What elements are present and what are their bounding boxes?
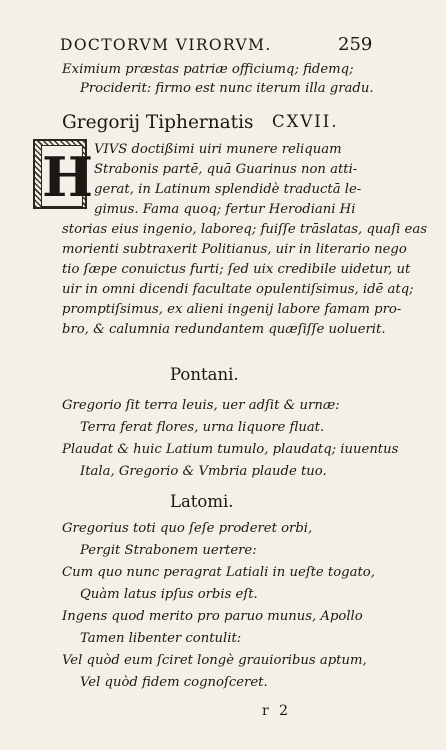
pontani-heading: Pontani. bbox=[170, 365, 239, 384]
prose-line-3: gerat, in Latinum splendidè traductā le- bbox=[94, 182, 362, 197]
pontani-line-2: Terra ferat flores, urna liquore fluat. bbox=[80, 420, 325, 435]
decorated-initial bbox=[33, 139, 94, 209]
pontani-line-4: Itala, Gregorio & Vmbria plaude tuo. bbox=[80, 464, 327, 479]
prose-line-4: gimus. Fama quoq; fertur Herodiani Hi bbox=[94, 202, 356, 217]
prev-line-1: Eximium præstas patriæ officiumq; fidemq; bbox=[62, 62, 354, 77]
latomi-line-6: Tamen libenter contulit: bbox=[80, 631, 242, 646]
section-number: CXVII. bbox=[272, 112, 339, 131]
initial-letter: H bbox=[42, 145, 94, 209]
latomi-heading: Latomi. bbox=[170, 492, 234, 511]
signature-mark: r 2 bbox=[262, 703, 292, 719]
prose-line-7: tio ſæpe conuictus furti; ſed uix credibile uidetur, ut bbox=[62, 262, 411, 277]
prev-line-2: Prociderit: firmo est nunc iterum illa gradu. bbox=[80, 81, 374, 96]
prose-line-2: Strabonis partē, quā Guarinus non atti- bbox=[94, 162, 358, 177]
prose-line-6: morienti subtraxerit Politianus, uir in literario nego bbox=[62, 242, 407, 257]
latomi-line-3: Cum quo nunc peragrat Latiali in ueſte togato, bbox=[62, 565, 375, 580]
page-number: 259 bbox=[338, 34, 373, 55]
prose-line-9: promptiſsimus, ex alieni ingenij labore famam pro- bbox=[62, 302, 402, 317]
latomi-line-4: Quàm latus ipſus orbis eſt. bbox=[80, 587, 258, 602]
latomi-line-7: Vel quòd eum ſciret longè grauioribus aptum, bbox=[62, 653, 367, 668]
prose-line-5: storias eius ingenio, laboreq; fuiſſe trāslatas, quaſi eas bbox=[62, 222, 427, 237]
pontani-line-1: Gregorio ſit terra leuis, uer adſit & urnæ: bbox=[62, 398, 340, 413]
running-head: DOCTORVM VIRORVM. bbox=[60, 36, 272, 54]
prose-line-1: VIVS doctißimi uiri munere reliquam bbox=[94, 142, 342, 157]
latomi-line-8: Vel quòd fidem cognoſceret. bbox=[80, 675, 268, 690]
prose-line-8: uir in omni dicendi facultate opulentiſsimus, idē atq; bbox=[62, 282, 414, 297]
latomi-line-2: Pergit Strabonem uertere: bbox=[80, 543, 257, 558]
latomi-line-5: Ingens quod merito pro paruo munus, Apollo bbox=[62, 609, 363, 624]
section-title: Gregorij Tiphernatis bbox=[62, 112, 254, 133]
prose-line-10: bro, & calumnia redundantem quæſiſſe uoluerit. bbox=[62, 322, 386, 337]
latomi-line-1: Gregorius toti quo ſeſe proderet orbi, bbox=[62, 521, 313, 536]
pontani-line-3: Plaudat & huic Latium tumulo, plaudatq; iuuentus bbox=[62, 442, 399, 457]
